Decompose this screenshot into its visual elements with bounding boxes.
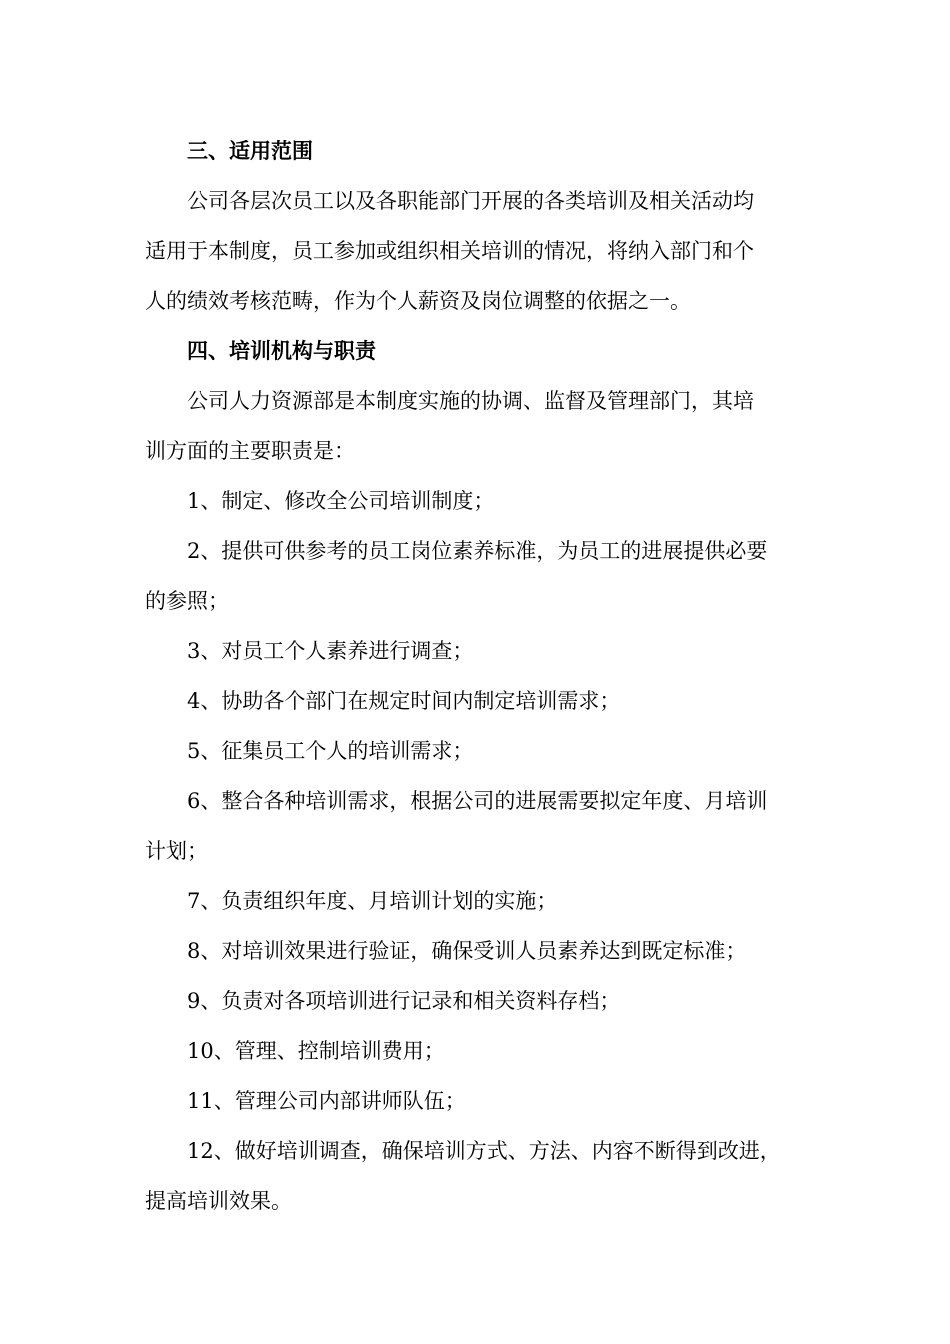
paragraph-line: 公司各层次员工以及各职能部门开展的各类培训及相关活动均 bbox=[187, 189, 754, 213]
list-item-continuation: 的参照； bbox=[145, 589, 229, 613]
list-item: 11、管理公司内部讲师队伍； bbox=[187, 1089, 466, 1113]
paragraph-line: 公司人力资源部是本制度实施的协调、监督及管理部门，其培 bbox=[187, 389, 754, 413]
list-item: 1、制定、修改全公司培训制度； bbox=[187, 489, 495, 513]
paragraph-line: 适用于本制度，员工参加或组织相关培训的情况，将纳入部门和个 bbox=[145, 239, 754, 263]
document-page bbox=[145, 126, 805, 1226]
list-item-continuation: 提高培训效果。 bbox=[145, 1189, 292, 1213]
list-item: 10、管理、控制培训费用； bbox=[187, 1039, 445, 1063]
list-item: 6、整合各种培训需求，根据公司的进展需要拟定年度、月培训 bbox=[187, 789, 768, 813]
list-item: 7、负责组织年度、月培训计划的实施； bbox=[187, 889, 558, 913]
list-item: 2、提供可供参考的员工岗位素养标准，为员工的进展提供必要 bbox=[187, 539, 768, 563]
list-item: 9、负责对各项培训进行记录和相关资料存档； bbox=[187, 989, 621, 1013]
paragraph-line: 人的绩效考核范畴，作为个人薪资及岗位调整的依据之一。 bbox=[145, 289, 691, 313]
list-item: 8、对培训效果进行验证，确保受训人员素养达到既定标准； bbox=[187, 939, 747, 963]
section-heading: 三、适用范围 bbox=[187, 139, 313, 163]
list-item: 5、征集员工个人的培训需求； bbox=[187, 739, 474, 763]
list-item: 3、对员工个人素养进行调查； bbox=[187, 639, 474, 663]
section-heading: 四、培训机构与职责 bbox=[187, 339, 376, 363]
list-item: 4、协助各个部门在规定时间内制定培训需求； bbox=[187, 689, 621, 713]
list-item: 12、做好培训调查，确保培训方式、方法、内容不断得到改进， bbox=[187, 1139, 781, 1163]
list-item-continuation: 计划； bbox=[145, 839, 208, 863]
paragraph-line: 训方面的主要职责是： bbox=[145, 439, 355, 463]
